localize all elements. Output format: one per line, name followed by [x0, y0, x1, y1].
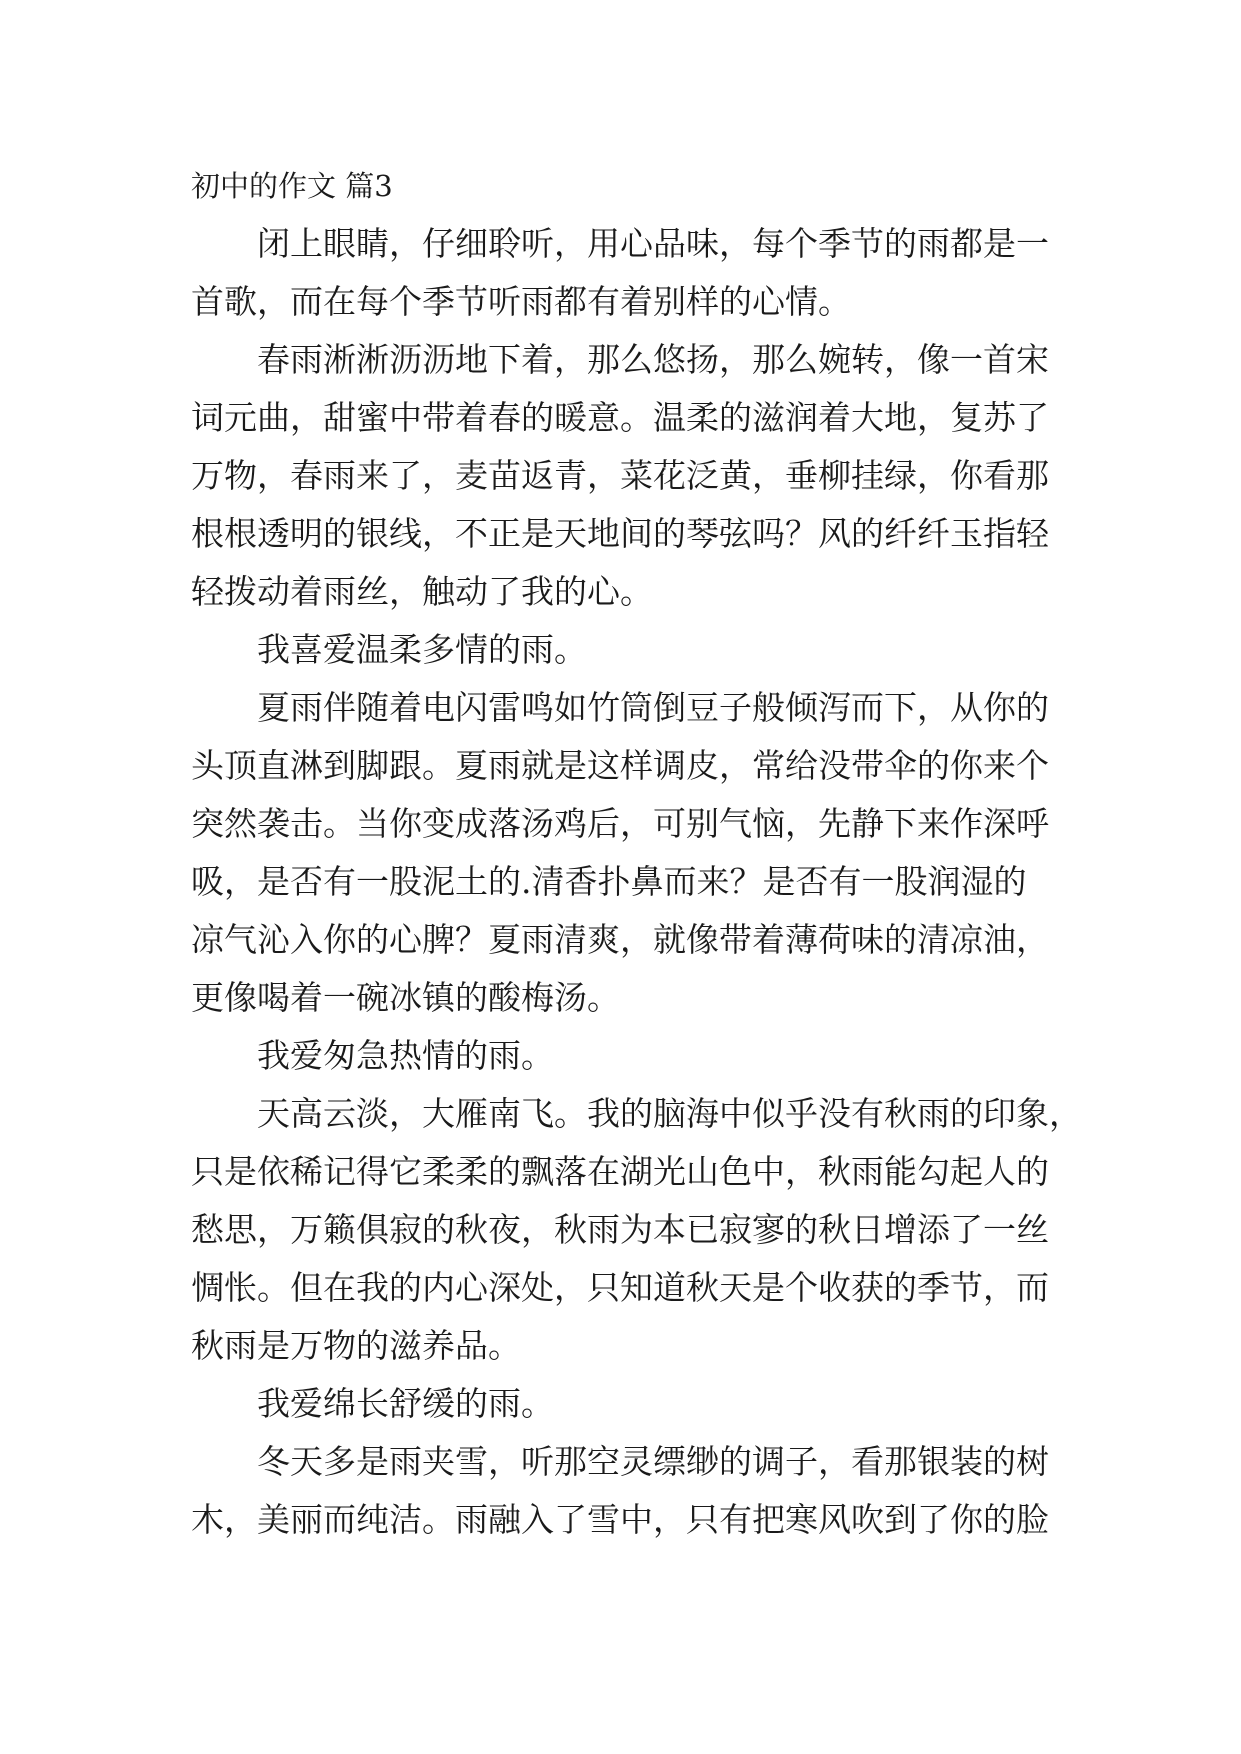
- paragraph-line: 词元曲，甜蜜中带着春的暖意。温柔的滋润着大地，复苏了: [191, 398, 1049, 437]
- paragraph-line: 首歌，而在每个季节听雨都有着别样的心情。: [191, 282, 851, 321]
- paragraph-line: 轻拨动着雨丝，触动了我的心。: [191, 572, 653, 611]
- paragraph-line: 根根透明的银线，不正是天地间的琴弦吗？风的纤纤玉指轻: [191, 514, 1049, 553]
- paragraph-first-line: 我爱绵长舒缓的雨。: [257, 1384, 554, 1423]
- paragraph-line: 万物，春雨来了，麦苗返青，菜花泛黄，垂柳挂绿，你看那: [191, 456, 1049, 495]
- paragraph-line: 惆怅。但在我的内心深处，只知道秋天是个收获的季节，而: [191, 1268, 1049, 1307]
- paragraph-line: 木，美丽而纯洁。雨融入了雪中，只有把寒风吹到了你的脸: [191, 1500, 1049, 1539]
- paragraph-line: 吸，是否有一股泥土的.清香扑鼻而来？是否有一股润湿的: [191, 862, 1027, 901]
- paragraph-line: 愁思，万籁俱寂的秋夜，秋雨为本已寂寥的秋日增添了一丝: [191, 1210, 1049, 1249]
- paragraph-first-line: 春雨淅淅沥沥地下着，那么悠扬，那么婉转，像一首宋: [257, 340, 1049, 379]
- paragraph-line: 突然袭击。当你变成落汤鸡后，可别气恼，先静下来作深呼: [191, 804, 1049, 843]
- paragraph-line: 更像喝着一碗冰镇的酸梅汤。: [191, 978, 620, 1017]
- document-title: 初中的作文 篇3: [191, 169, 393, 203]
- paragraph-line: 头顶直淋到脚跟。夏雨就是这样调皮，常给没带伞的你来个: [191, 746, 1049, 785]
- document-body: [191, 157, 1082, 1549]
- paragraph-first-line: 夏雨伴随着电闪雷鸣如竹筒倒豆子般倾泻而下，从你的: [257, 688, 1049, 727]
- paragraph-first-line: 我爱匆急热情的雨。: [257, 1036, 554, 1075]
- paragraph-first-line: 天高云淡，大雁南飞。我的脑海中似乎没有秋雨的印象，: [257, 1094, 1082, 1133]
- paragraph-line: 秋雨是万物的滋养品。: [191, 1326, 521, 1365]
- paragraph-first-line: 冬天多是雨夹雪，听那空灵缥缈的调子，看那银装的树: [257, 1442, 1049, 1481]
- paragraph-first-line: 我喜爱温柔多情的雨。: [257, 630, 587, 669]
- paragraph-line: 只是依稀记得它柔柔的飘落在湖光山色中，秋雨能勾起人的: [191, 1152, 1049, 1191]
- paragraph-line: 凉气沁入你的心脾？夏雨清爽，就像带着薄荷味的清凉油，: [191, 920, 1049, 959]
- paragraph-first-line: 闭上眼睛，仔细聆听，用心品味，每个季节的雨都是一: [257, 224, 1049, 263]
